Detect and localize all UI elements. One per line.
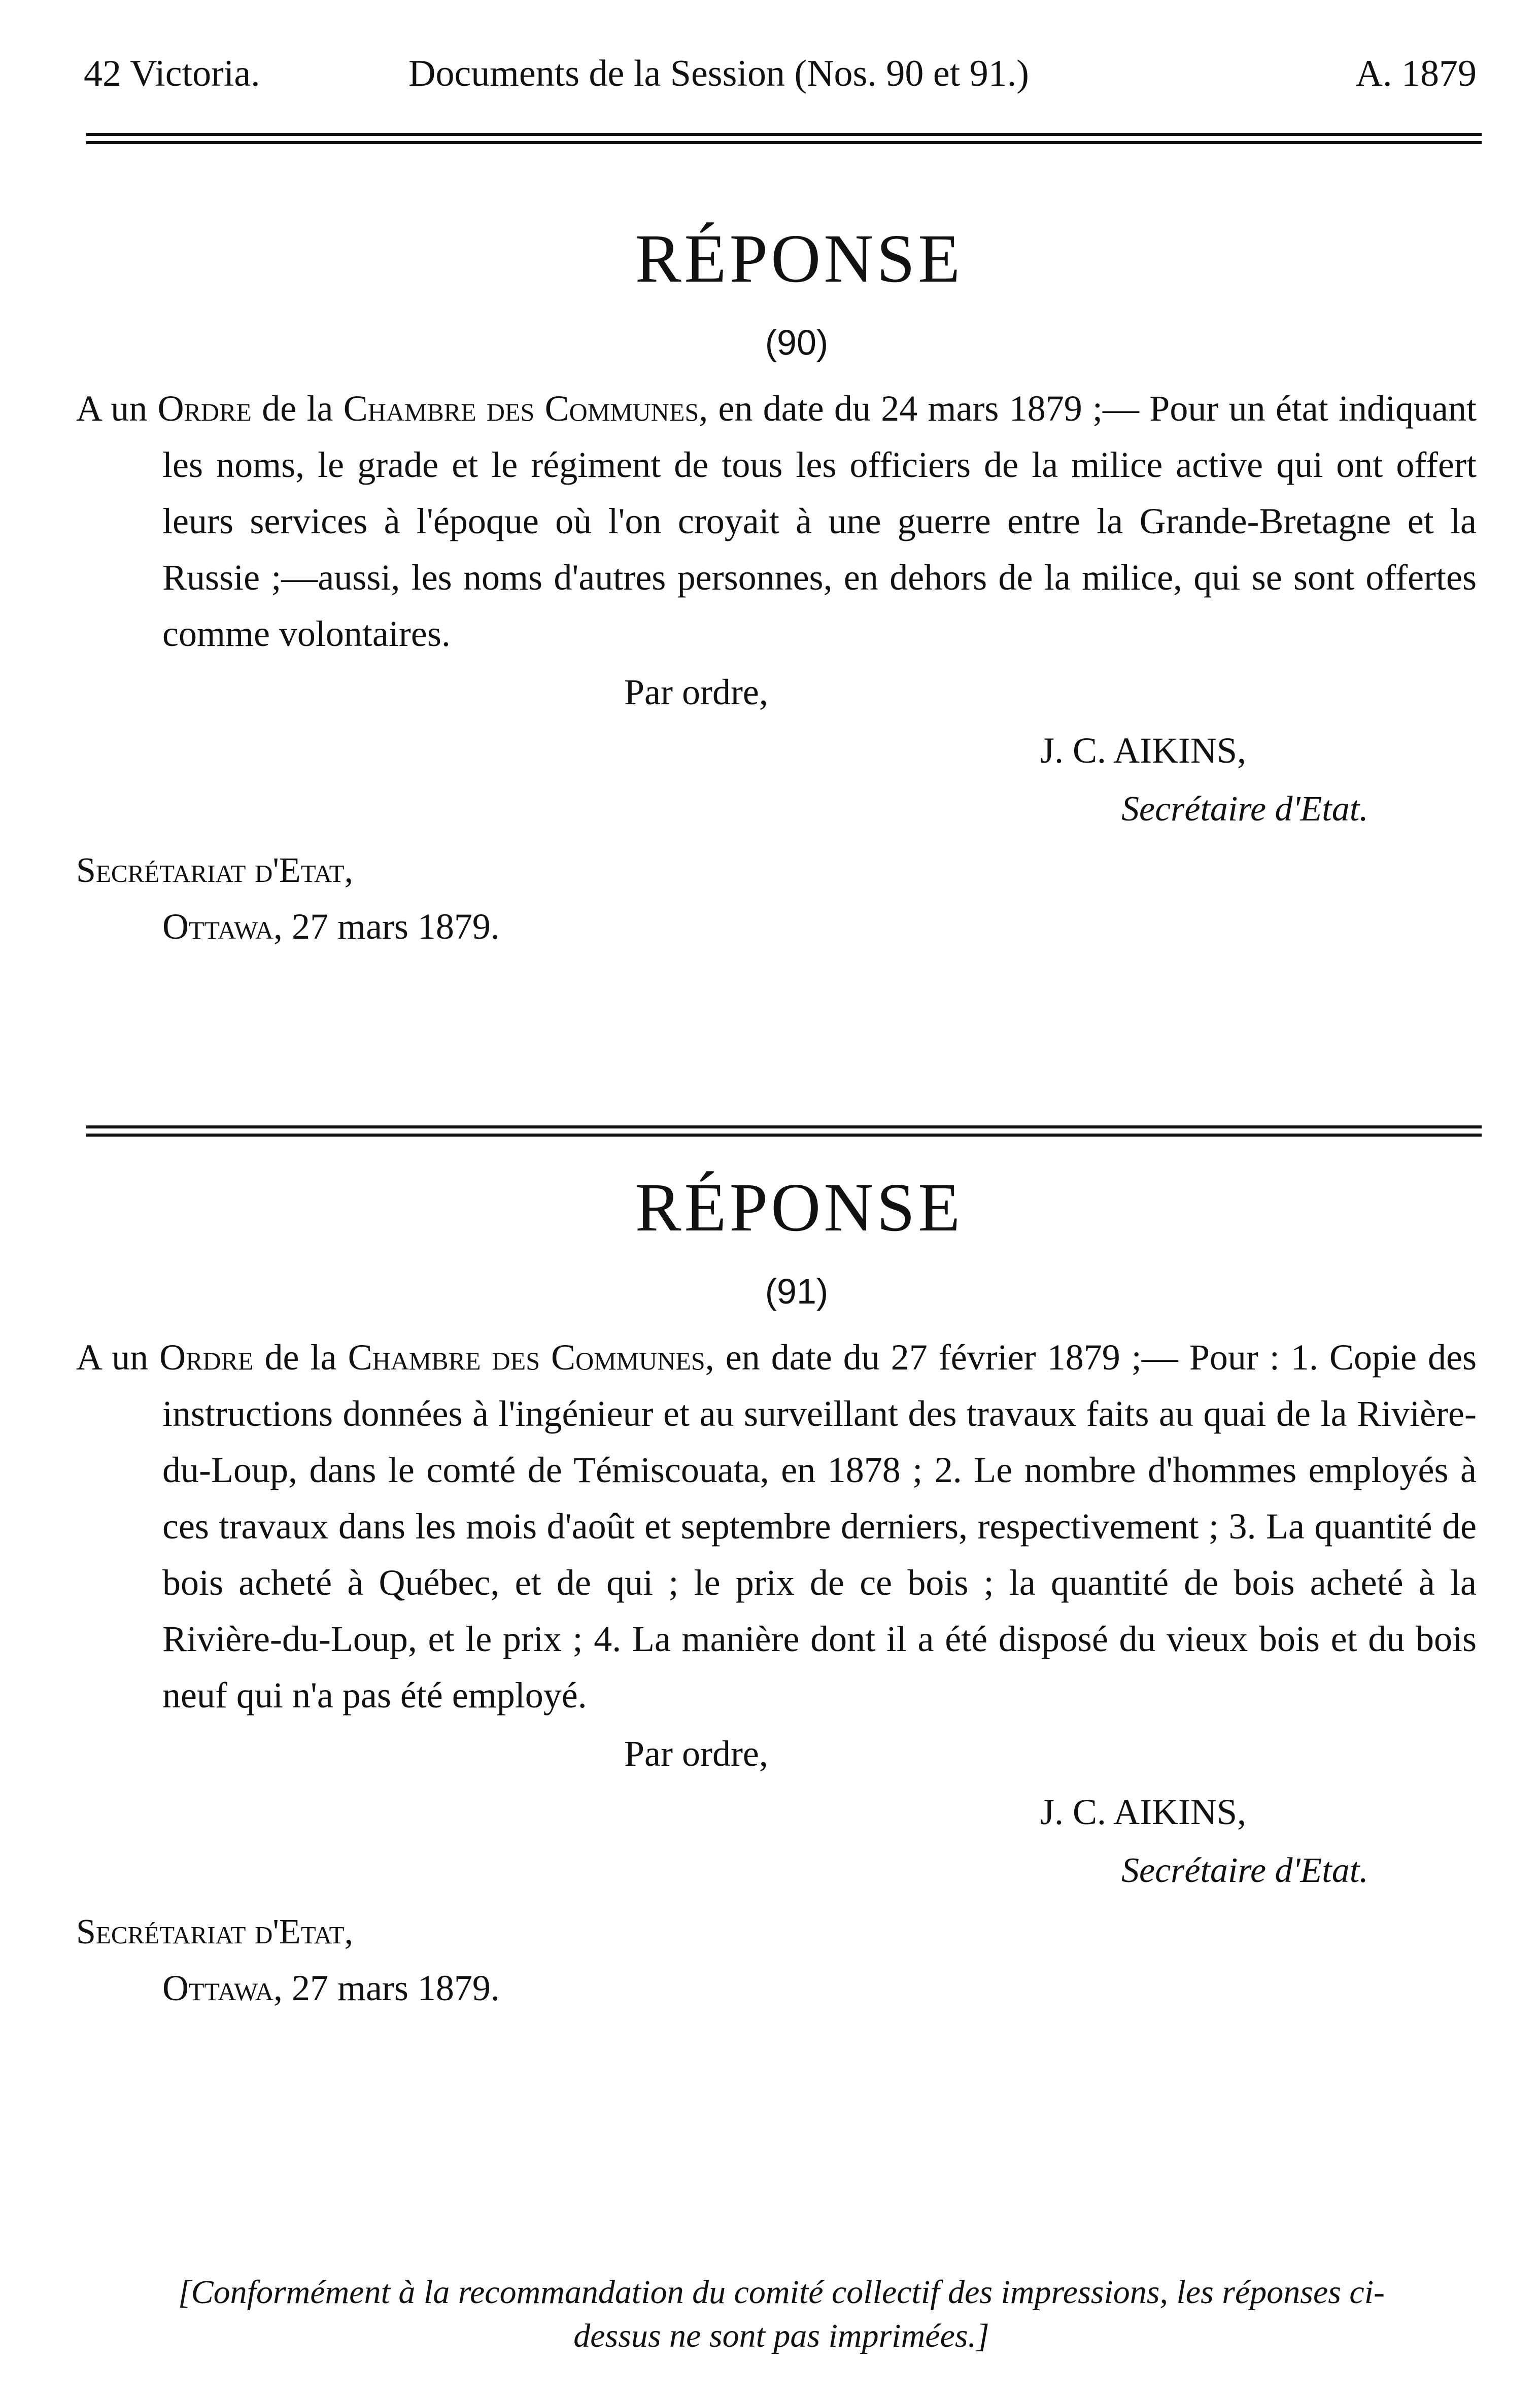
header-title: Documents de la Session (Nos. 90 et 91.) [408, 53, 1029, 94]
signer-title: Secrétaire d'Etat. [1121, 790, 1368, 829]
order-body: , en date du 24 mars 1879 ;— Pour un état indiquant les noms, le grade et le régiment de tous les officiers de la milice active qui ont offert leurs services à l'époque où l'on croyait à une guerre entre la Grande-Bretagne et la Russie ;—aussi, les noms d'autres personnes, en dehors de la milice, qui se sont offertes comme volontaires. [162, 388, 1477, 654]
header-year: A. 1879 [1355, 53, 1477, 94]
chamber-name: Chambre des Communes [343, 388, 699, 429]
running-header [84, 51, 1477, 96]
response-number: (90) [765, 323, 829, 362]
response-title: RÉPONSE [635, 221, 964, 297]
header-volume: 42 Victoria. [84, 53, 260, 94]
secretariat-line: Secrétariat d'Etat, [76, 851, 354, 890]
order-paragraph [76, 1329, 1482, 1724]
response-number: (91) [765, 1272, 829, 1311]
order-body: , en date du 27 février 1879 ;— Pour : 1. Copie des instructions données à l'ingénieur et au surveillant des travaux faits au quai de la Rivière-du-Loup, dans le comté de Témiscouata, en 1878 ; 2. Le nombre d'hommes employés à ces travaux dans les mois d'août et septembre derniers, respectivement ; 3. La quantité de bois acheté à Québec, et de qui ; le prix de ce bois ; la quantité de bois acheté à la Rivière-du-Loup, et le prix ; 4. La manière dont il a été disposé du vieux bois et du bois neuf qui n'a pas été employé. [162, 1337, 1477, 1716]
footnote: [Conformément à la recommandation du comité collectif des impressions, les réponses ci-dessus ne sont pas imprimées.] [178, 2274, 1385, 2354]
order-word: Ordre [157, 388, 252, 429]
secretariat-line: Secrétariat d'Etat, [76, 1912, 354, 1951]
date: , 27 mars 1879. [273, 1968, 500, 2008]
order-paragraph [76, 381, 1482, 662]
chamber-name: Chambre des Communes [348, 1337, 705, 1378]
place-date-line [76, 1960, 1482, 2016]
place: Ottawa [162, 1968, 273, 2008]
order-prefix: A un [76, 1337, 160, 1378]
place: Ottawa [162, 906, 273, 947]
signer-title: Secrétaire d'Etat. [1121, 1851, 1368, 1890]
order-word: Ordre [159, 1337, 254, 1378]
header-divider [86, 133, 1482, 144]
place-date-line [76, 899, 1482, 955]
order-connector: de la [253, 1337, 348, 1378]
order-connector: de la [251, 388, 344, 429]
par-ordre: Par ordre, [624, 672, 768, 712]
response-section-91 [76, 1162, 1482, 2016]
date: , 27 mars 1879. [273, 906, 500, 947]
par-ordre: Par ordre, [624, 1733, 768, 1774]
order-prefix: A un [76, 388, 158, 429]
signer-name: J. C. AIKINS, [1040, 1792, 1247, 1832]
signer-name: J. C. AIKINS, [1040, 730, 1247, 771]
response-title: RÉPONSE [635, 1170, 964, 1246]
response-section-90 [76, 213, 1482, 955]
section-divider [86, 1125, 1482, 1137]
